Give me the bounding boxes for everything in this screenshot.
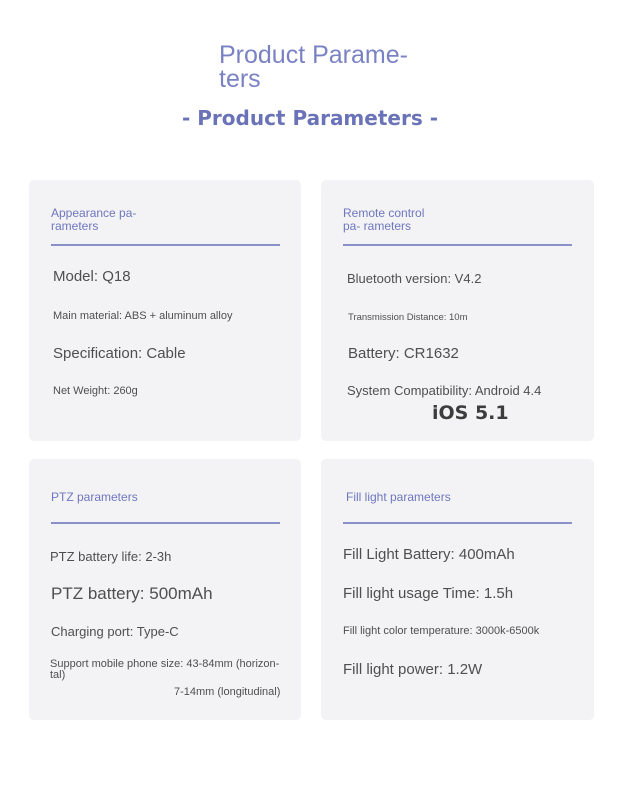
spec-ptz-battery: PTZ battery: 500mAh [51,584,213,603]
section-subtitle: - Product Parameters - [182,106,438,130]
card-title: Remote control pa- rameters [343,206,425,233]
fill-light-parameters-card [321,459,594,720]
spec-net-weight: Net Weight: 260g [53,385,138,397]
spec-battery: Battery: CR1632 [348,345,459,362]
ptz-parameters-card [29,459,301,720]
spec-ios-version: iOS 5.1 [432,402,509,424]
spec-charging-port: Charging port: Type-C [51,624,179,639]
spec-model: Model: Q18 [53,268,131,285]
divider [51,522,280,524]
spec-fill-light-power: Fill light power: 1.2W [343,661,483,678]
spec-ptz-battery-life: PTZ battery life: 2-3h [50,549,172,564]
appearance-parameters-card [29,180,301,441]
spec-transmission-distance: Transmission Distance: 10m [348,312,468,323]
spec-bluetooth-version: Bluetooth version: V4.2 [347,271,482,286]
divider [343,244,572,246]
spec-phone-size-longitudinal: 7-14mm (longitudinal) [174,686,281,698]
spec-material: Main material: ABS + aluminum alloy [53,310,233,322]
spec-fill-light-usage-time: Fill light usage Time: 1.5h [343,585,514,602]
divider [343,522,572,524]
spec-phone-size-horizontal: Support mobile phone size: 43-84mm (horizon- tal) [50,658,280,681]
divider [51,244,280,246]
card-title: Fill light parameters [346,490,451,504]
spec-fill-light-color-temperature: Fill light color temperature: 3000k-6500k [343,625,540,637]
remote-control-parameters-card [321,180,594,441]
card-title: PTZ parameters [51,490,138,504]
spec-specification: Specification: Cable [53,345,186,362]
card-title: Appearance pa- rameters [51,206,137,233]
page-title: Product Parame- ters [219,41,408,93]
spec-system-compatibility: System Compatibility: Android 4.4 [347,383,542,398]
spec-fill-light-battery: Fill Light Battery: 400mAh [343,546,515,563]
